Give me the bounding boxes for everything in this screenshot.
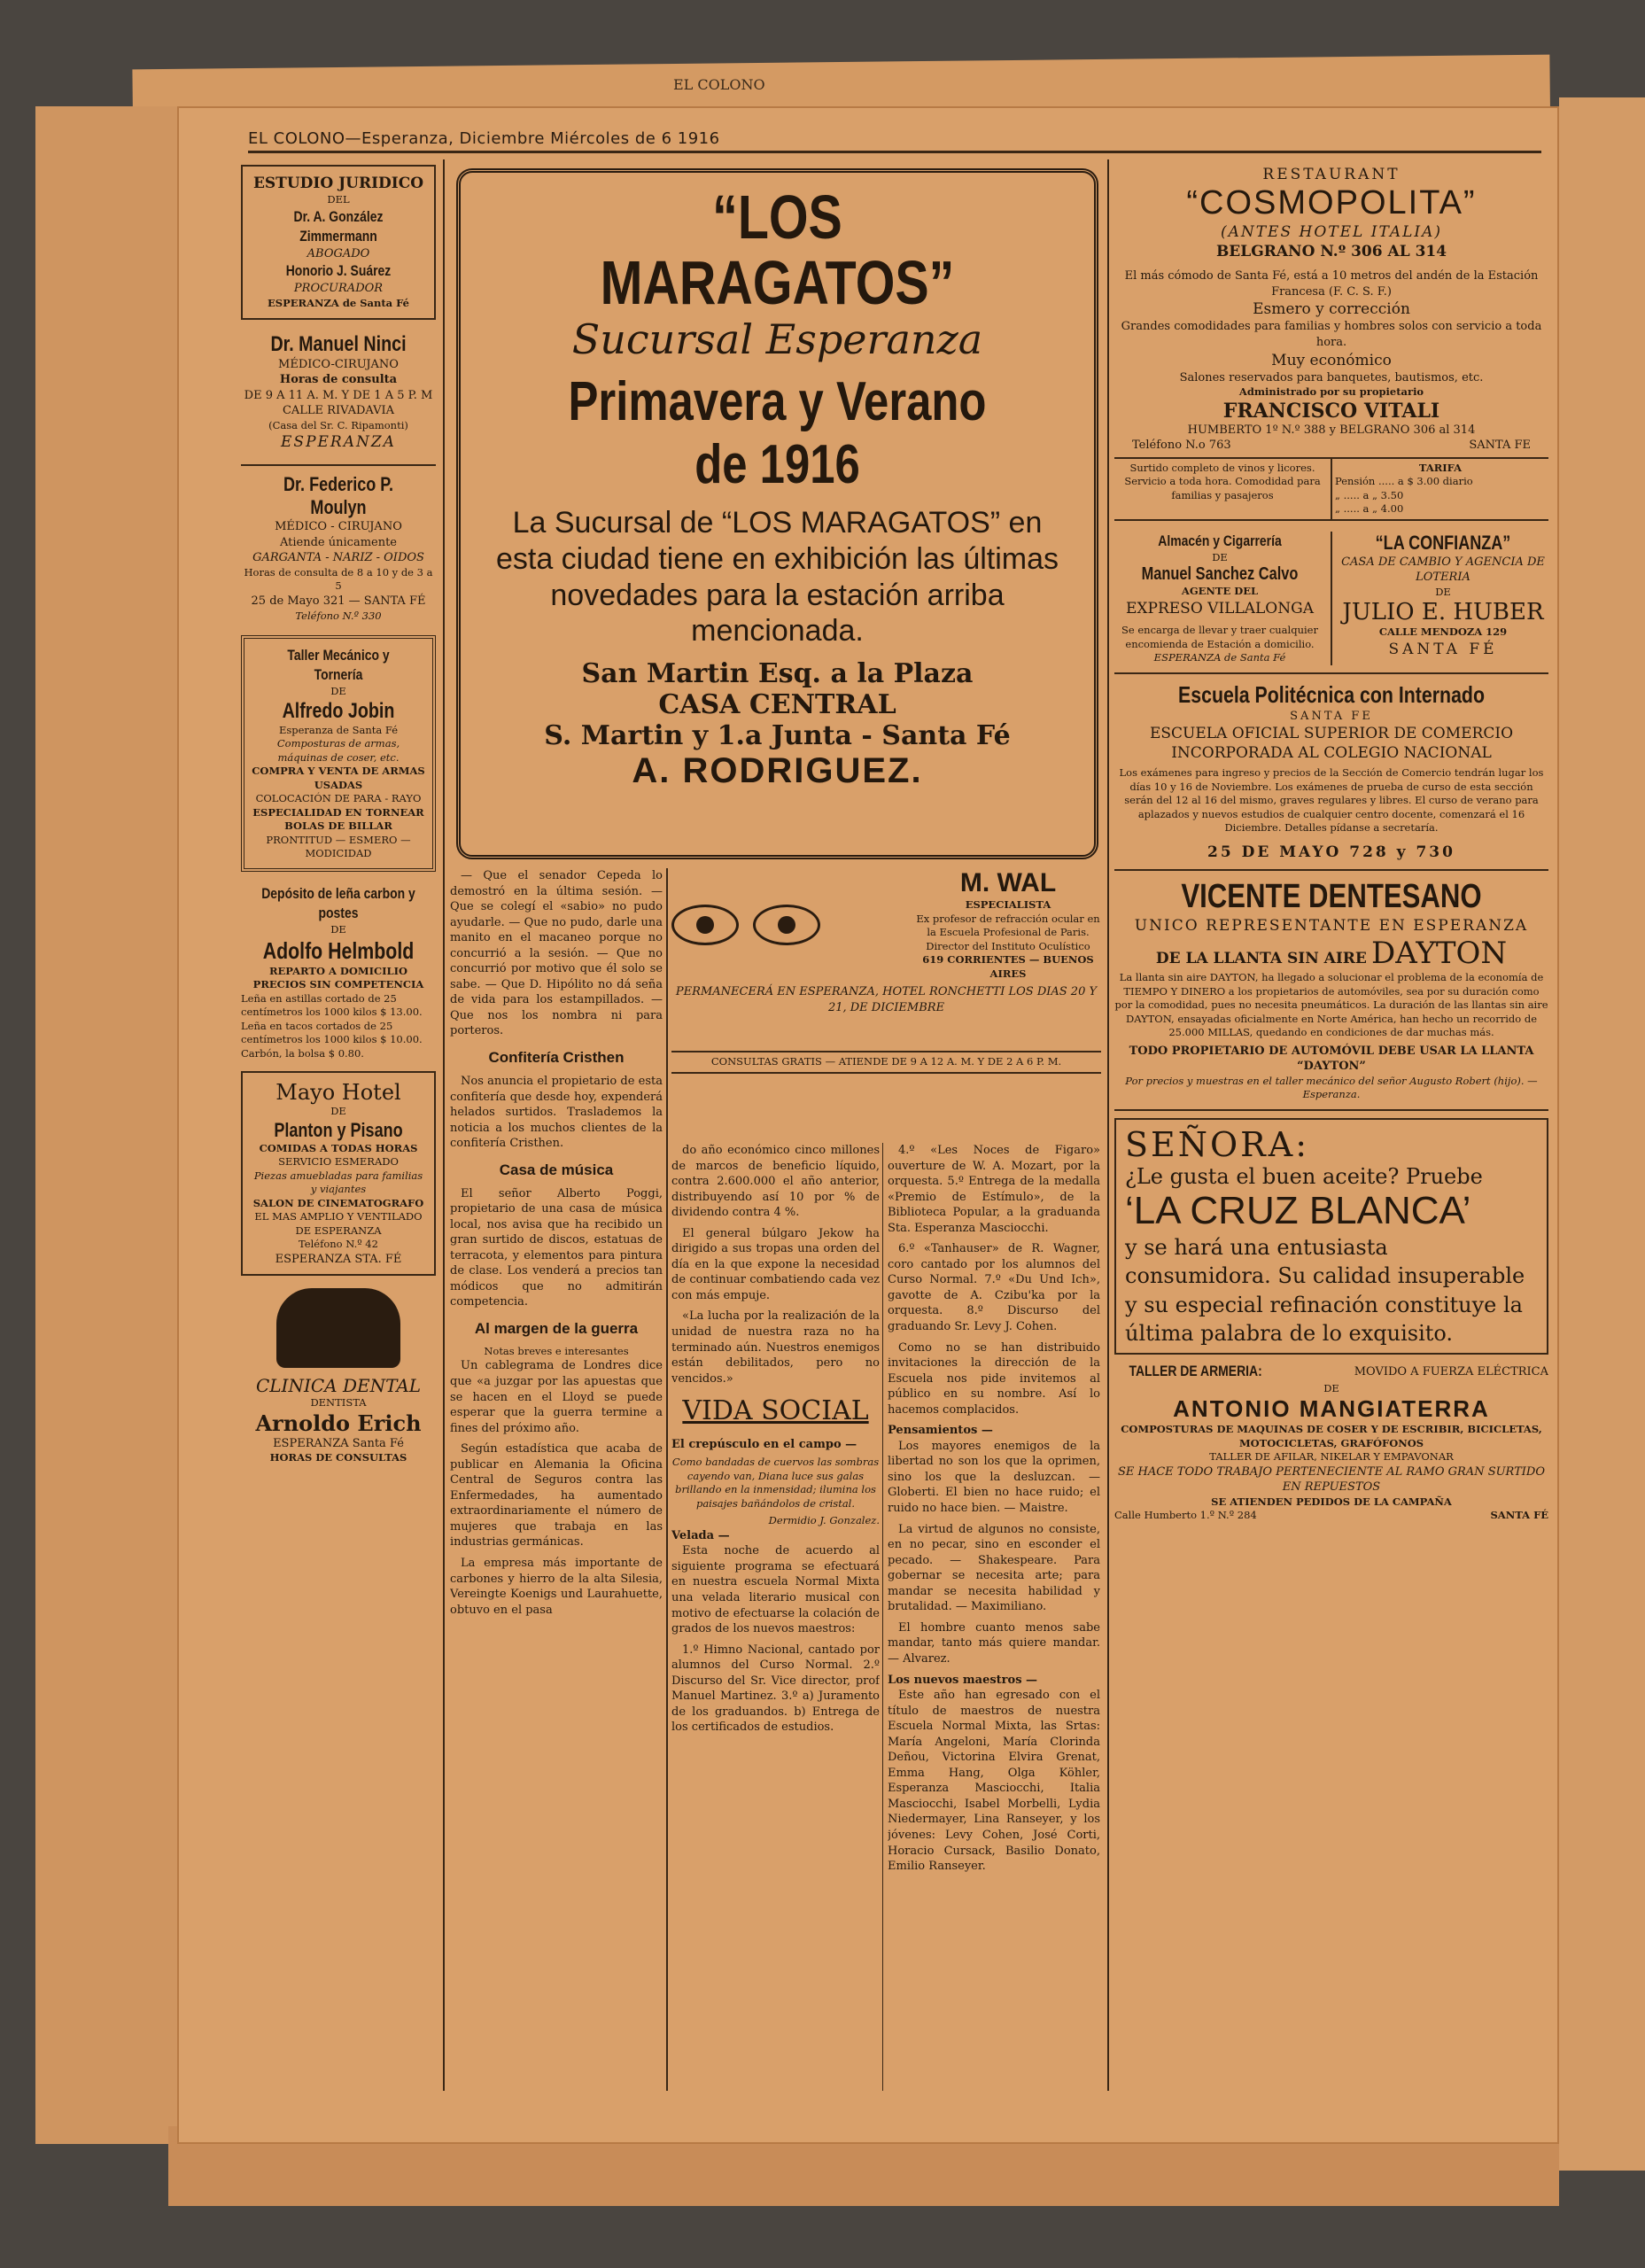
ad-line: PROCURADOR <box>293 282 384 296</box>
ad-season: Primavera y Verano de 1916 <box>568 371 987 495</box>
ad-name: ‘LA CRUZ BLANCA’ <box>1125 1188 1471 1232</box>
ad-name: “LA CONFIANZA” <box>1375 531 1511 554</box>
ad-name: Escuela Politécnica con Internado <box>1178 680 1485 708</box>
ad-line: CASA CENTRAL <box>658 689 896 721</box>
ad-line: RESTAURANT <box>1262 166 1401 183</box>
ad-line: PERMANECERÁ EN ESPERANZA, HOTEL RONCHETTI LOS DIAS 20 Y 21, DE DICIEMBRE <box>675 985 1098 1014</box>
news-subheading: Los nuevos maestros — <box>888 1673 1038 1687</box>
ad-line: Teléfono N.o 763 <box>1132 439 1231 453</box>
ad-line: MOVIDO A FUERZA ELÉCTRICA <box>1354 1364 1548 1379</box>
ad-owner: JULIO E. HUBER <box>1342 599 1544 626</box>
ad-line: COMPOSTURAS DE MAQUINAS DE COSER Y DE ESCRIBIR, BICICLETAS, MOTOCICLETAS, GRAFÓFONOS <box>1121 1423 1542 1449</box>
news-heading: Casa de música <box>499 1161 614 1178</box>
ad-sanchez-calvo <box>1114 532 1332 665</box>
ad-line: DE <box>330 685 346 698</box>
ad-line: Los exámenes para ingreso y precios de la Sección de Comercio tendrán lugar los días 10 y 16 de Noviembre. Los exámenes de prueba de curso de esta sección serán del 12 al 16 del mismo, graves regulares y libres. El curso de verano para aplazados y nuevos estudios de cualquier centro docente, comenzará el 16 Diciembre. Detalles pídanse a secretaría. <box>1119 766 1544 835</box>
tarifa-row: Pensión ..... a $ 3.00 diario <box>1335 475 1473 488</box>
ad-dayton <box>1114 878 1548 1111</box>
news-paragraph: — Que el senador Cepeda lo demostró en la última sesión. — Que se colegí el «sabio» no pudo ayudarle. — Que no pudo, darle una manito en el macaneo porque no concurrió a la sesión. — Que no concurrió por motivo que él solo se sabe. — Que D. Hipólito no dá seña de vida para los estampillados. — Que nos los nombra ni para porteros. <box>450 869 663 1038</box>
running-head: EL COLONO—Esperanza, Diciembre Miércoles de 6 1916 <box>248 129 720 148</box>
ad-name: Manuel Sanchez Calvo <box>1141 564 1299 585</box>
news-paragraph: Este año han egresado con el título de maestros de nuestra Escuela Normal Mixta, las Srtas: María Angeloni, María Clorinda Deñou, Victorina Elvira Grenat, Emma Hang, Olga Köhler, Esperanza Masciocchi, Italia Masciocchi, Isabel Morbelli, Lydia Niedermayer, Lina Ranseyer, y los jóvenes: Levy Cohen, José Corti, Horacio Cursack, Basilio Donato, Emilio Ranseyer. <box>888 1689 1100 1874</box>
ad-los-maragatos <box>456 168 1098 859</box>
ad-line: INCORPORADA AL COLEGIO NACIONAL <box>1171 744 1492 763</box>
ad-line: 25 de Mayo 321 — SANTA FÉ <box>251 594 426 608</box>
ad-line: DE <box>1212 550 1228 563</box>
ad-title: SEÑORA: <box>1125 1124 1310 1164</box>
tooth-illustration <box>276 1288 400 1368</box>
news-subheading: Velada — <box>671 1528 730 1542</box>
news-paragraph: do año económico cinco millones de marcos de beneficio líquido, contra 2.600.000 el año anterior, distribuyendo así 10 por % de dividendo contra 4 %. <box>671 1144 880 1220</box>
news-paragraph: Según estadística que acaba de publicar en Alemania la Oficina Central de Seguros contra las Enfermedades, ha aumentado extraordinariamente el número de mujeres que trabaja en las industrias germánicas. <box>450 1442 663 1550</box>
news-paragraph: El hombre cuanto menos sabe mandar, tanto más quiere mandar. — Alvarez. <box>888 1620 1100 1666</box>
ad-line: Horas de consulta de 8 a 10 y de 3 a 5 <box>244 565 433 593</box>
ad-line: DE LA LLANTA SIN AIRE <box>1155 950 1367 968</box>
ad-line: Carbón, la bolsa $ 0.80. <box>241 1046 364 1060</box>
ad-line: ESPECIALIDAD EN TORNEAR BOLAS DE BILLAR <box>252 805 424 833</box>
ad-cosmopolita <box>1114 165 1548 521</box>
ad-line: COMIDAS A TODAS HORAS <box>259 1141 418 1154</box>
ad-line: GARGANTA - NARIZ - OIDOS <box>252 551 424 565</box>
ad-line: TALLER DE AFILAR, NIKELAR Y EMPAVONAR <box>1209 1450 1454 1464</box>
left-column <box>241 165 436 2096</box>
ad-jobin <box>241 635 436 872</box>
ad-line: Atiende únicamente <box>280 535 397 549</box>
ad-line: ESPECIALISTA <box>965 898 1051 911</box>
ad-line: Leña en tacos cortados de 25 centímetros los 1000 kilos $ 10.00. <box>241 1019 423 1046</box>
ad-line: ESCUELA OFICIAL SUPERIOR DE COMERCIO <box>1149 725 1514 743</box>
ad-line: Muy económico <box>1271 351 1392 369</box>
vida-social-heading: VIDA SOCIAL <box>682 1395 869 1427</box>
ad-body: y se hará una entusiasta consumidora. Su calidad insuperable y su especial refinación constituye la última palabra de lo exquisito. <box>1125 1234 1525 1347</box>
ad-line: SE HACE TODO TRABAJO PERTENECIENTE AL RAMO GRAN SURTIDO EN REPUESTOS <box>1117 1464 1546 1495</box>
news-paragraph: Como no se han distribuido invitaciones la dirección de la Escuela nos pide invitemos al público en su nombre. Así lo hacemos complacidos. <box>888 1340 1100 1417</box>
ad-title: Taller Mecánico y Tornería <box>287 647 390 684</box>
ad-line: CALLE RIVADAVIA <box>282 404 395 418</box>
ad-estudio-juridico <box>241 165 436 320</box>
column-rule <box>666 868 668 2091</box>
news-column-3 <box>888 1143 1100 2100</box>
signature: Dermidio J. Gonzalez. <box>768 1514 880 1527</box>
ad-line: Esmero y corrección <box>1253 300 1410 319</box>
tarifa-row: „ ..... a „ 4.00 <box>1335 502 1404 516</box>
ad-line: REPARTO A DOMICILIO <box>268 964 408 977</box>
news-paragraph: El general búlgaro Jekow ha dirigido a sus tropas una orden del día en la que expone la necesidad de continuar combatiendo cada vez con más empuje. <box>671 1226 880 1302</box>
ad-line: Administrado por su propietario <box>1238 385 1424 399</box>
news-paragraph: 6.º «Tanhauser» de R. Wagner, coro cantado por los alumnos del Curso Normal. 7.º «Du Und Ich», gavotte de A. Czibu'ka por la orquesta. 8.º Discurso del graduando Sr. Levy J. Cohen. <box>888 1242 1100 1334</box>
news-paragraph: 4.º «Les Noces de Figaro» ouverture de W. A. Mozart, por la orquesta. 5.º Entrega de la medalla «Premio de Estímulo», de la Biblioteca Popular, a la graduanda Sta. Esperanza Masciocchi. <box>888 1144 1100 1235</box>
ad-line: EXPRESO VILLALONGA <box>1126 600 1314 617</box>
ad-line: EL MAS AMPLIO Y VENTILADO DE ESPERANZA <box>254 1210 423 1237</box>
tarifa-heading: TARIFA <box>1418 461 1463 474</box>
news-paragraph: La empresa más importante de carbones y hierro de la alta Silesia, Vereingte Koenigs und Laurahuette, obtuvo en el pasa <box>450 1557 663 1617</box>
news-paragraph: 1.º Himno Nacional, cantado por alumnos del Curso Normal. 2.º Discurso del Sr. Vice director, prof Manuel Martinez. 3.º a) Juramento de los graduandos. b) Entrega de los certificados de estudios. <box>671 1643 880 1735</box>
ad-line: Horas de consulta <box>279 373 398 387</box>
ad-line: BELGRANO N.º 306 AL 314 <box>1215 243 1447 261</box>
ad-line: Composturas de armas, máquinas de coser, etc. <box>276 737 400 764</box>
ad-line: AGENTE DEL <box>1181 585 1259 598</box>
ad-line: DE <box>330 1105 346 1118</box>
ad-armeria <box>1114 1362 1548 1522</box>
ad-name: M. WAL <box>959 868 1057 897</box>
ad-line: Piezas amuebladas para familias y viajantes <box>253 1169 423 1196</box>
ad-name: Adolfo Helmbold <box>262 936 415 964</box>
news-column-1 <box>450 868 663 2100</box>
news-heading: Confitería Cristhen <box>488 1049 625 1067</box>
ad-line: HUMBERTO 1º N.º 388 y BELGRANO 306 al 314 <box>1187 423 1476 437</box>
ad-line: Teléfono N.º 330 <box>295 609 382 622</box>
ad-line: ESPERANZA STA. FÉ <box>275 1252 402 1266</box>
news-subheading: El crepúsculo en el campo — <box>671 1437 857 1451</box>
news-paragraph: Los mayores enemigos de la libertad no son los que la oprimen, sino los que la desluzcan. — Globerti. El bien no hace ruido; el ruido no hace bien. — Maistre. <box>888 1439 1100 1516</box>
ad-line: (ANTES HOTEL ITALIA) <box>1220 223 1443 242</box>
news-paragraph: Esta noche de acuerdo al siguiente programa se efectuará en nuestra escuela Normal Mixta una velada literario musical con motivo de efectuarse la colación de grados de los nuevos maestros: <box>671 1544 880 1636</box>
eye-icon <box>753 905 820 945</box>
ad-name: Dr. A. González Zimmermann <box>293 207 384 245</box>
news-paragraph: La virtud de algunos no consiste, en no pecar, sino en esconder el pecado. — Shakespeare. Para gobernar se necesita arte; para mandar se necesita habilidad y brutalidad. — Maximiliano. <box>888 1522 1100 1614</box>
ad-title: Depósito de leña carbon y postes <box>261 884 415 921</box>
ad-escuela <box>1114 681 1548 871</box>
ad-title: TALLER DE ARMERIA: <box>1129 1363 1262 1380</box>
news-paragraph: «La lucha por la realización de la unidad de nuestra raza no ha terminado aún. Nuestros enemigos están debilitados, pero no vencidos.» <box>671 1309 880 1386</box>
ad-line: 619 CORRIENTES — BUENOS AIRES <box>922 953 1094 980</box>
eyes-illustration <box>671 905 820 945</box>
ad-line: HORAS DE CONSULTAS <box>269 1451 407 1464</box>
ad-line: Surtido completo de vinos y licores. Servicio a toda hora. Comodidad para familias y pasajeros <box>1114 459 1332 519</box>
ad-brand: DAYTON <box>1370 936 1508 972</box>
news-subheading: Pensamientos — <box>888 1424 993 1438</box>
ad-line: Ex profesor de refracción ocular en la Escuela Profesional de Paris. Director del Instituto Oculístico <box>916 912 1100 952</box>
column-rule <box>882 1143 883 2091</box>
ad-owner: A. RODRIGUEZ. <box>632 751 923 791</box>
news-paragraph: El señor Alberto Poggi, propietario de una casa de música local, nos avisa que ha recibido un gran surtido de discos, estatuas de terracota, y elementos para pintura de clase. Los venderá a precios tan módicos que no admitirán competencia. <box>450 1186 663 1309</box>
ad-helmbold <box>241 884 436 1060</box>
ad-line: DE <box>1435 585 1451 598</box>
ad-line: ESPERANZA de Santa Fé <box>1153 651 1286 664</box>
ad-line: SANTA FÉ <box>1490 1509 1548 1522</box>
right-column <box>1114 165 1548 2105</box>
ad-name: Mayo Hotel <box>275 1080 401 1106</box>
news-paragraph: Nos anuncia el propietario de esta confitería que desde hoy, expenderá helados surtidos. Traslademos la noticia a los muchos clientes de la confitería Cristhen. <box>450 1074 663 1151</box>
ad-line: Grandes comodidades para familias y hombres solos con servicio a toda hora. <box>1121 320 1542 350</box>
ad-title: CLINICA DENTAL <box>255 1375 422 1397</box>
ad-la-confianza <box>1332 532 1548 665</box>
ad-name: Alfredo Jobin <box>282 698 395 723</box>
ad-line: Se encarga de llevar y traer cualquier encomienda de Estación a domicilio. <box>1121 624 1318 650</box>
ad-line: S. Martin y 1.a Junta - Santa Fé <box>544 720 1011 752</box>
ad-line: UNICO REPRESENTANTE EN ESPERANZA <box>1134 917 1529 936</box>
ad-line: ESPERANZA Santa Fé <box>273 1436 404 1450</box>
ad-line: Leña en astillas cortado de 25 centímetros los 1000 kilos $ 13.00. <box>241 991 423 1019</box>
ad-line: SANTA FE <box>1469 439 1531 453</box>
ad-name: Honorio J. Suárez <box>285 262 392 280</box>
ad-mayo-hotel <box>241 1071 436 1276</box>
ad-owner: FRANCISCO VITALI <box>1222 399 1440 423</box>
column-rule <box>1107 159 1109 2091</box>
ad-ninci <box>241 332 436 453</box>
column-rule <box>443 159 445 2091</box>
ad-name: Dr. Manuel Ninci <box>270 331 407 356</box>
ad-line: DE <box>1323 1381 1339 1394</box>
right-next-page <box>1559 97 1645 2171</box>
ad-moulyn <box>241 473 436 623</box>
ad-line: PRONTITUD — ESMERO — MODICIDAD <box>266 833 411 860</box>
ad-line: Salones reservados para banquetes, bautismos, etc. <box>1179 370 1484 384</box>
ad-line: SALON DE CINEMATOGRAFO <box>252 1196 424 1209</box>
ad-line: San Martin Esq. a la Plaza <box>581 658 974 690</box>
ad-line: El más cómodo de Santa Fé, está a 10 metros del andén de la Estación Francesa (F. C. S. F.) <box>1124 269 1539 299</box>
news-heading: Al margen de la guerra <box>474 1320 639 1337</box>
ad-m-wal <box>671 868 1101 1125</box>
ad-name: ANTONIO MANGIATERRA <box>1173 1395 1490 1423</box>
ad-line: CASA DE CAMBIO Y AGENCIA DE LOTERIA <box>1341 555 1545 585</box>
ad-name: Arnoldo Erich <box>255 1410 422 1436</box>
ad-clinica-dental <box>241 1288 436 1465</box>
ad-subtitle: Sucursal Esperanza <box>571 315 983 363</box>
ad-title: ESTUDIO JURIDICO <box>252 175 424 192</box>
ad-line: ESPERANZA de Santa Fé <box>268 296 409 309</box>
poem: Como bandadas de cuervos las sombras cayendo van, Diana luce sus galas brillando en la inmensidad; ilumina los paisajes bañándolos de cristal. <box>671 1456 880 1510</box>
ad-line: DE <box>330 923 346 936</box>
ad-line: COLOCACIÓN DE PARA - RAYO <box>255 792 422 805</box>
ad-line: TODO PROPIETARIO DE AUTOMÓVIL DEBE USAR LA LLANTA “DAYTON” <box>1129 1044 1534 1074</box>
ad-line: ¿Le gusta el buen aceite? Pruebe <box>1125 1163 1483 1189</box>
ad-line: Esperanza de Santa Fé <box>278 723 399 736</box>
ad-line: SANTA FÉ <box>1388 641 1498 658</box>
ad-line: MÉDICO-CIRUJANO <box>278 357 399 371</box>
ad-line: ABOGADO <box>306 246 370 260</box>
ad-line: Teléfono N.º 42 <box>299 1238 378 1251</box>
ad-name: Planton y Pisano <box>274 1118 403 1141</box>
ad-line: Por precios y muestras en el taller mecánico del señor Augusto Robert (hijo). — Esperanza. <box>1125 1074 1538 1101</box>
ad-line: COMPRA Y VENTA DE ARMAS USADAS <box>252 765 425 791</box>
ad-line: SE ATIENDEN PEDIDOS DE LA CAMPAÑA <box>1211 1495 1452 1508</box>
ad-la-cruz-blanca <box>1114 1118 1548 1355</box>
ad-name: “COSMOPOLITA” <box>1186 184 1477 222</box>
top-strip: EL COLONO <box>673 76 765 93</box>
ad-name: Dr. Federico P. Moulyn <box>283 473 393 519</box>
tarifa-row: „ ..... a „ 3.50 <box>1335 488 1404 501</box>
ad-line: ESPERANZA <box>281 433 396 452</box>
ad-title: Almacén y Cigarrería <box>1158 532 1282 549</box>
rule <box>241 464 436 466</box>
ad-line: SANTA FE <box>1290 709 1373 723</box>
ad-line: La llanta sin aire DAYTON, ha llegado a solucionar el problema de la economía de TIEMPO Y DINERO a los propietarios de automóviles, sea por su duración como por la comodidad, pues no necesita pneumáticos. La duración de las llantas sin aire DAYTON, ensayadas oficialmente en Norte América, han hecho un recorrido de 25.000 MILLAS, quedando en condiciones de dar muchas más. <box>1114 971 1548 1039</box>
ad-line: SERVICIO ESMERADO <box>278 1155 399 1169</box>
ad-title: “LOS MARAGATOS” <box>600 183 955 317</box>
ad-line: CONSULTAS GRATIS — ATIENDE DE 9 A 12 A. M. Y DE 2 A 6 P. M. <box>671 1051 1101 1074</box>
ad-name: VICENTE DENTESANO <box>1181 878 1482 916</box>
ad-line: Calle Humberto 1.º N.º 284 <box>1114 1509 1257 1522</box>
ad-line: CALLE MENDOZA 129 <box>1378 625 1508 639</box>
ad-line: DENTISTA <box>310 1396 367 1410</box>
head-rule <box>248 151 1541 153</box>
eye-icon <box>671 905 739 945</box>
news-subheading: Notas breves e interesantes <box>484 1344 629 1357</box>
ad-line: 25 DE MAYO 728 y 730 <box>1207 843 1455 861</box>
ad-line: MÉDICO - CIRUJANO <box>275 520 402 534</box>
news-paragraph: Un cablegrama de Londres dice que «a juzgar por las apuestas que se hacen en el Lloyd se puede esperar que la guerra termine a fines del próximo año. <box>450 1359 663 1435</box>
ad-line: DEL <box>327 193 350 206</box>
news-column-2 <box>671 1143 880 2100</box>
ad-body: La Sucursal de “LOS MARAGATOS” en esta ciudad tiene en exhibición las últimas novedades para la estación arriba mencionada. <box>495 506 1059 649</box>
ad-line: PRECIOS SIN COMPETENCIA <box>252 978 424 991</box>
ad-line: DE 9 A 11 A. M. Y DE 1 A 5 P. M <box>244 388 433 402</box>
ad-line: (Casa del Sr. C. Ripamonti) <box>268 418 408 431</box>
